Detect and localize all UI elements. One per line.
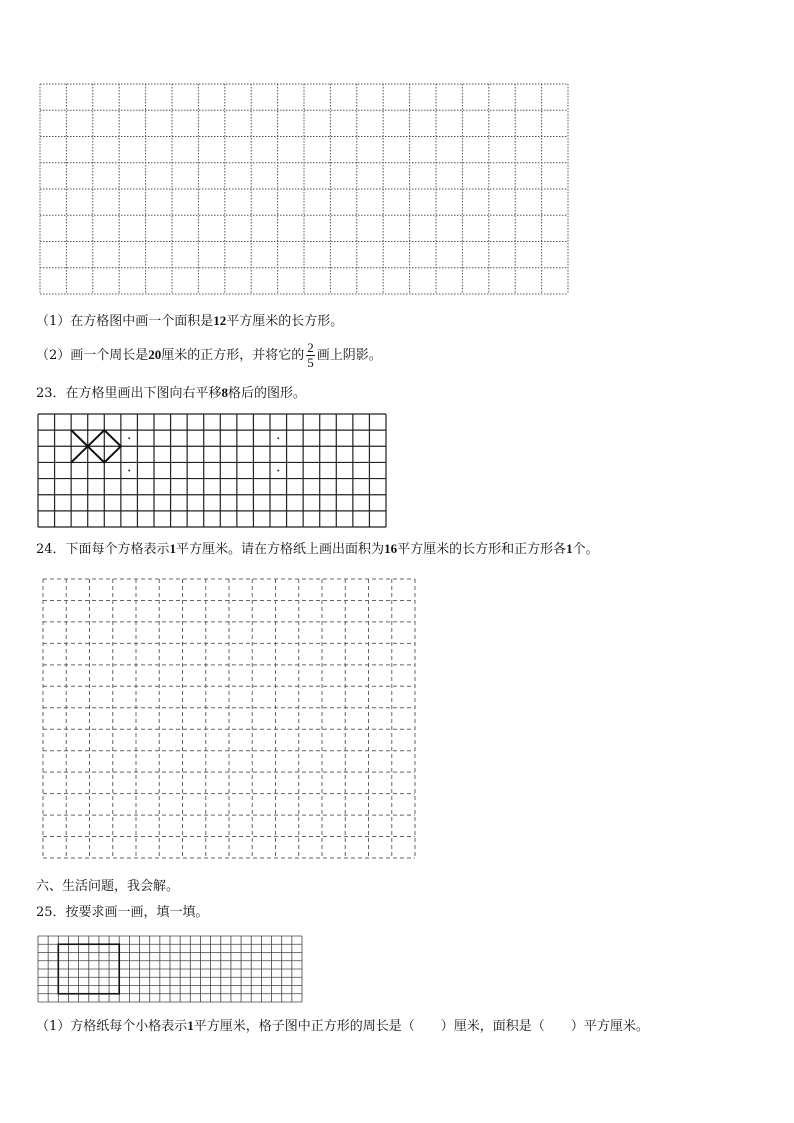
grid-paper-2[interactable]: [37, 413, 389, 530]
guide-dot: [277, 437, 279, 439]
grid-paper-3[interactable]: [42, 578, 418, 861]
guide-dot: [128, 470, 130, 472]
grid-paper-1[interactable]: [39, 83, 571, 297]
q23-title: 23．在方格里画出下图向右平移8格后的图形。: [36, 385, 307, 401]
fraction-two-fifths: $\frac{2}{5}$: [307, 340, 314, 370]
q25-sub1: （1）方格纸每个小格表示1平方厘米，格子图中正方形的周长是（ ）厘米，面积是（ ）平方厘米。: [36, 1018, 649, 1034]
grid-paper-4[interactable]: [37, 935, 305, 1005]
guide-dot: [277, 470, 279, 472]
section-6-title: 六、生活问题，我会解。: [36, 879, 180, 894]
q25-title: 25．按要求画一画，填一填。: [36, 905, 209, 920]
guide-dot: [128, 437, 130, 439]
q24-title: 24．下面每个方格表示1平方厘米。请在方格纸上画出面积为16平方厘米的长方形和正方形各1个。: [36, 541, 599, 557]
q22-sub1: （1）在方格图中画一个面积是12平方厘米的长方形。: [36, 313, 344, 329]
q22-sub2: （2）画一个周长是20厘米的正方形，并将它的 $\frac{2}{5}$ 画上阴影。: [36, 340, 382, 370]
